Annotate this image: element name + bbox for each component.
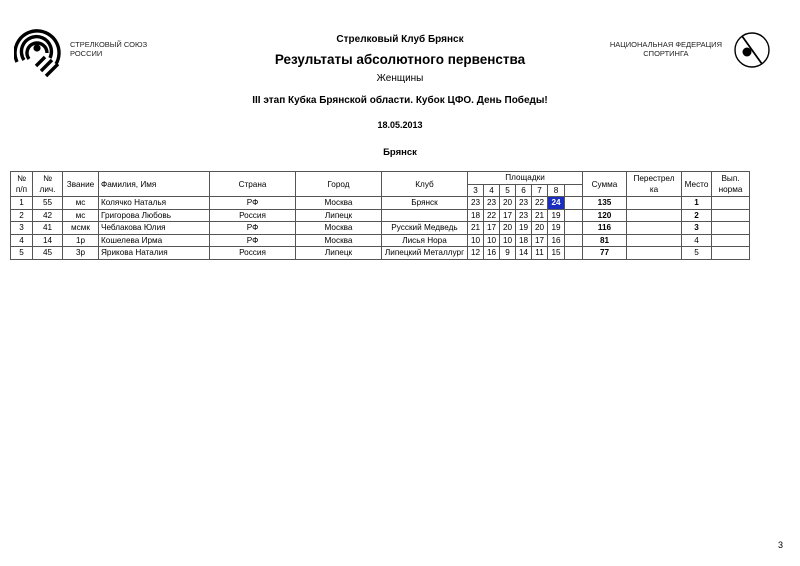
cell-norm <box>712 197 750 210</box>
col-header-license: № лич. <box>33 172 63 197</box>
org-left-line1: СТРЕЛКОВЫЙ СОЮЗ <box>70 40 148 49</box>
cell-num: 3 <box>11 222 33 235</box>
cell-town: Москва <box>296 222 382 235</box>
cell-club: Лисья Нора <box>382 234 468 247</box>
cell-sum: 116 <box>583 222 627 235</box>
cell-site-score: 18 <box>516 234 532 247</box>
cell-site-score: 19 <box>516 222 532 235</box>
cell-num: 1 <box>11 197 33 210</box>
page-title: Результаты абсолютного первенства <box>274 52 526 67</box>
table-row <box>11 234 750 247</box>
cell-license: 45 <box>33 247 63 260</box>
cell-place: 2 <box>682 209 712 222</box>
cell-site-score: 12 <box>468 247 484 260</box>
cell-club: Липецкий Металлург <box>382 247 468 260</box>
cell-name: Колячко Наталья <box>99 197 210 210</box>
cell-site-score: 20 <box>532 222 548 235</box>
cell-license: 41 <box>33 222 63 235</box>
cell-place: 3 <box>682 222 712 235</box>
col-header-sites: Площадки <box>468 172 583 185</box>
cell-shootoff <box>627 247 682 260</box>
cell-num: 4 <box>11 234 33 247</box>
shooting-union-logo-icon <box>14 24 64 78</box>
cell-site-score: 22 <box>532 197 548 210</box>
cell-name: Кошелева Ирма <box>99 234 210 247</box>
col-header-shootoff: Перестрел ка <box>627 172 682 197</box>
col-header-place: Место <box>682 172 712 197</box>
org-right-line2: СПОРТИНГА <box>643 49 689 58</box>
cell-site-score: 23 <box>468 197 484 210</box>
col-header-name: Фамилия, Имя <box>99 172 210 197</box>
cell-town: Липецк <box>296 247 382 260</box>
cell-site-score: 23 <box>516 209 532 222</box>
table-row <box>11 247 750 260</box>
cell-site-score: 23 <box>516 197 532 210</box>
cell-site-score: 17 <box>500 209 516 222</box>
cell-shootoff <box>627 234 682 247</box>
col-header-club: Клуб <box>382 172 468 197</box>
cell-site-score: 16 <box>548 234 565 247</box>
cell-site-empty <box>565 234 583 247</box>
cell-site-score: 11 <box>532 247 548 260</box>
cell-name: Ярикова Наталия <box>99 247 210 260</box>
event-title: III этап Кубка Брянской области. Кубок ЦФО. День Победы! <box>252 95 548 106</box>
category-label: Женщины <box>376 73 424 84</box>
cell-sum: 77 <box>583 247 627 260</box>
cell-site-score: 15 <box>548 247 565 260</box>
site-header-empty <box>565 184 583 197</box>
cell-town: Липецк <box>296 209 382 222</box>
cell-place: 1 <box>682 197 712 210</box>
cell-sum: 120 <box>583 209 627 222</box>
cell-site-score: 19 <box>548 209 565 222</box>
org-left-line2: РОССИИ <box>70 49 103 58</box>
cell-site-score: 20 <box>500 222 516 235</box>
cell-site-score: 20 <box>500 197 516 210</box>
cell-norm <box>712 234 750 247</box>
cell-site-score: 10 <box>484 234 500 247</box>
cell-site-score-highlighted: 24 <box>548 197 565 210</box>
site-header: 4 <box>484 184 500 197</box>
cell-norm <box>712 209 750 222</box>
cell-shootoff <box>627 209 682 222</box>
event-date: 18.05.2013 <box>377 120 423 130</box>
cell-rank: мс <box>63 197 99 210</box>
table-row <box>11 209 750 222</box>
cell-norm <box>712 247 750 260</box>
event-city: Брянск <box>383 147 417 158</box>
cell-rank: 3р <box>63 247 99 260</box>
col-header-norm: Вып. норма <box>712 172 750 197</box>
cell-site-score: 10 <box>468 234 484 247</box>
cell-country: РФ <box>210 222 296 235</box>
cell-site-score: 9 <box>500 247 516 260</box>
cell-country: Россия <box>210 209 296 222</box>
cell-town: Москва <box>296 234 382 247</box>
cell-site-score: 16 <box>484 247 500 260</box>
cell-country: Россия <box>210 247 296 260</box>
col-header-country: Страна <box>210 172 296 197</box>
cell-license: 55 <box>33 197 63 210</box>
cell-name: Григорова Любовь <box>99 209 210 222</box>
cell-license: 14 <box>33 234 63 247</box>
cell-license: 42 <box>33 209 63 222</box>
cell-site-score: 10 <box>500 234 516 247</box>
site-header: 3 <box>468 184 484 197</box>
cell-place: 5 <box>682 247 712 260</box>
cell-club: Русский Медведь <box>382 222 468 235</box>
cell-site-score: 21 <box>468 222 484 235</box>
cell-site-score: 22 <box>484 209 500 222</box>
page-number: 3 <box>778 540 784 550</box>
table-header-row <box>11 172 750 185</box>
club-title: Стрелковый Клуб Брянск <box>336 34 464 45</box>
table-row <box>11 197 750 210</box>
cell-shootoff <box>627 222 682 235</box>
cell-site-empty <box>565 209 583 222</box>
cell-club <box>382 209 468 222</box>
table-row <box>11 222 750 235</box>
site-header: 5 <box>500 184 516 197</box>
col-header-rank: Звание <box>63 172 99 197</box>
cell-site-empty <box>565 197 583 210</box>
cell-name: Чеблакова Юлия <box>99 222 210 235</box>
site-header: 7 <box>532 184 548 197</box>
col-header-town: Город <box>296 172 382 197</box>
cell-site-score: 17 <box>532 234 548 247</box>
cell-rank: мсмк <box>63 222 99 235</box>
cell-num: 2 <box>11 209 33 222</box>
cell-site-score: 19 <box>548 222 565 235</box>
cell-site-score: 23 <box>484 197 500 210</box>
cell-rank: мс <box>63 209 99 222</box>
cell-norm <box>712 222 750 235</box>
col-header-num: № п/п <box>11 172 33 197</box>
site-header: 8 <box>548 184 565 197</box>
cell-sum: 81 <box>583 234 627 247</box>
cell-site-score: 17 <box>484 222 500 235</box>
cell-town: Москва <box>296 197 382 210</box>
cell-sum: 135 <box>583 197 627 210</box>
cell-site-empty <box>565 222 583 235</box>
cell-shootoff <box>627 197 682 210</box>
cell-site-score: 14 <box>516 247 532 260</box>
cell-site-score: 18 <box>468 209 484 222</box>
cell-rank: 1р <box>63 234 99 247</box>
site-header: 6 <box>516 184 532 197</box>
col-header-sum: Сумма <box>583 172 627 197</box>
cell-site-empty <box>565 247 583 260</box>
cell-num: 5 <box>11 247 33 260</box>
org-right-line1: НАЦИОНАЛЬНАЯ ФЕДЕРАЦИЯ <box>609 40 722 49</box>
results-table <box>10 171 750 260</box>
cell-country: РФ <box>210 234 296 247</box>
cell-site-score: 21 <box>532 209 548 222</box>
cell-club: Брянск <box>382 197 468 210</box>
cell-country: РФ <box>210 197 296 210</box>
cell-place: 4 <box>682 234 712 247</box>
